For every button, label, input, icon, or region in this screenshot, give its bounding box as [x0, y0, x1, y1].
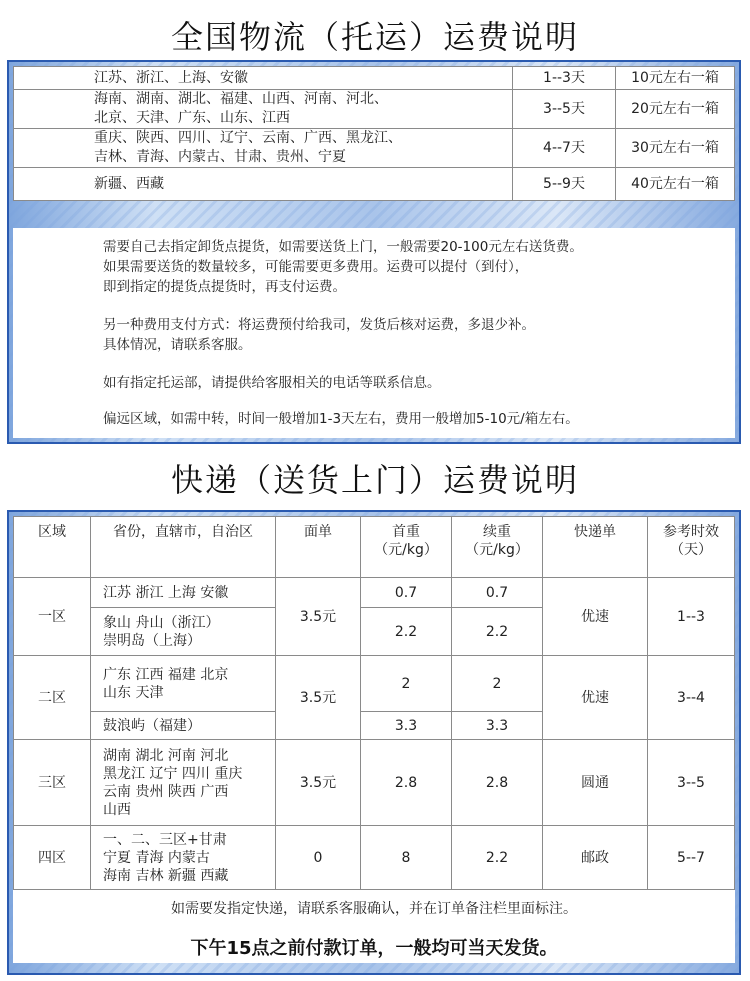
express-panel	[13, 516, 735, 963]
zone-provinces	[91, 578, 276, 608]
logistics-table	[13, 66, 735, 201]
zone-provinces	[91, 712, 276, 740]
zone-continued-weight: 0.7	[452, 578, 543, 608]
zone-area: 一区	[14, 578, 91, 656]
express-frame	[7, 510, 741, 975]
express-table	[13, 516, 735, 890]
zone-time: 3--4	[648, 656, 735, 740]
logistics-row	[14, 67, 735, 90]
province-line: 一、二、三区+甘肃	[103, 831, 227, 848]
logistics-regions	[14, 67, 513, 90]
region-line: 江苏、浙江、上海、安徽	[94, 69, 248, 86]
province-line: 山东 天津	[103, 684, 164, 701]
header-line: （元/kg）	[465, 542, 529, 558]
zone-express: 圆通	[543, 740, 648, 826]
province-line: 黑龙江 辽宁 四川 重庆	[103, 765, 243, 782]
note-text: 如有指定托运部，请提供给客服相关的电话等联系信息。	[103, 375, 441, 391]
logistics-price: 30元左右一箱	[616, 129, 735, 168]
zone-face: 3.5元	[276, 656, 361, 740]
zone-face: 3.5元	[276, 578, 361, 656]
zone-first-weight: 2.8	[361, 740, 452, 826]
province-line: 象山 舟山（浙江）	[103, 614, 220, 631]
note-text: 具体情况，请联系客服。	[103, 337, 252, 353]
note-text: 另一种费用支付方式：将运费预付给我司，发货后核对运费，多退少补。	[103, 317, 535, 333]
region-line: 海南、湖南、湖北、福建、山西、河南、河北、	[94, 91, 388, 107]
header-line: （天）	[670, 542, 712, 558]
header-express: 快递单	[543, 517, 648, 578]
zone-first-weight: 0.7	[361, 578, 452, 608]
logistics-frame	[7, 60, 741, 444]
header-time	[648, 517, 735, 578]
note-text: 偏远区域，如需中转，时间一般增加1-3天左右，费用一般增加5-10元/箱左右。	[103, 411, 579, 427]
table-row	[14, 740, 735, 826]
logistics-row	[14, 90, 735, 129]
logistics-price: 20元左右一箱	[616, 90, 735, 129]
logistics-title: 全国物流（托运）运费说明	[170, 18, 579, 56]
zone-first-weight: 2	[361, 656, 452, 712]
region-line: 吉林、青海、内蒙古、甘肃、贵州、宁夏	[94, 149, 346, 165]
zone-provinces	[91, 826, 276, 890]
zone-express: 优速	[543, 656, 648, 740]
zone-continued-weight: 3.3	[452, 712, 543, 740]
province-line: 山西	[103, 801, 131, 818]
province-line: 广东 江西 福建 北京	[103, 666, 229, 683]
region-line: 重庆、陕西、四川、辽宁、云南、广西、黑龙江、	[94, 130, 402, 146]
zone-provinces	[91, 608, 276, 656]
zone-continued-weight: 2.2	[452, 826, 543, 890]
express-title: 快递（送货上门）运费说明	[170, 461, 579, 499]
zone-area: 四区	[14, 826, 91, 890]
note-text: 需要自己去指定卸货点提货，如需要送货上门，一般需要20-100元左右送货费。	[103, 239, 583, 255]
zone-face: 0	[276, 826, 361, 890]
header-line: 续重	[483, 524, 511, 540]
header-first-weight	[361, 517, 452, 578]
province-line: 鼓浪屿（福建）	[103, 717, 201, 734]
header-province: 省份，直辖市，自治区	[91, 517, 276, 578]
province-line: 云南 贵州 陕西 广西	[103, 783, 229, 800]
zone-face: 3.5元	[276, 740, 361, 826]
zone-time: 3--5	[648, 740, 735, 826]
header-line: 参考时效	[663, 524, 719, 540]
logistics-days: 3--5天	[513, 90, 616, 129]
logistics-row	[14, 168, 735, 201]
zone-time: 5--7	[648, 826, 735, 890]
zone-provinces	[91, 656, 276, 712]
province-line: 江苏 浙江 上海 安徽	[103, 584, 229, 601]
logistics-regions	[14, 129, 513, 168]
note-text: 如果需要送货的数量较多，可能需要更多费用。运费可以提付（到付），	[103, 259, 529, 275]
zone-first-weight: 3.3	[361, 712, 452, 740]
zone-provinces	[91, 740, 276, 826]
header-area: 区域	[14, 517, 91, 578]
header-continued-weight	[452, 517, 543, 578]
header-face: 面单	[276, 517, 361, 578]
zone-continued-weight: 2.2	[452, 608, 543, 656]
header-line: 首重	[392, 524, 420, 540]
express-note: 如需要发指定快递，请联系客服确认，并在订单备注栏里面标注。	[171, 901, 577, 917]
logistics-regions	[14, 168, 513, 201]
zone-express: 邮政	[543, 826, 648, 890]
region-line: 新疆、西藏	[94, 175, 164, 192]
note-text: 即到指定的提货点提货时，再支付运费。	[103, 279, 346, 295]
zone-area: 二区	[14, 656, 91, 740]
logistics-price: 10元左右一箱	[616, 67, 735, 90]
province-line: 湖南 湖北 河南 河北	[103, 747, 229, 764]
zone-first-weight: 8	[361, 826, 452, 890]
table-row	[14, 656, 735, 712]
logistics-price: 40元左右一箱	[616, 168, 735, 201]
zone-area: 三区	[14, 740, 91, 826]
zone-continued-weight: 2.8	[452, 740, 543, 826]
header-line: （元/kg）	[374, 542, 438, 558]
zone-continued-weight: 2	[452, 656, 543, 712]
shipping-cutoff-note: 下午15点之前付款订单，一般均可当天发货。	[190, 938, 558, 959]
zone-time: 1--3	[648, 578, 735, 656]
table-row	[14, 826, 735, 890]
province-line: 海南 吉林 新疆 西藏	[103, 867, 229, 884]
logistics-regions	[14, 90, 513, 129]
region-line: 北京、天津、广东、山东、江西	[94, 110, 290, 126]
logistics-days: 4--7天	[513, 129, 616, 168]
logistics-days: 5--9天	[513, 168, 616, 201]
province-line: 宁夏 青海 内蒙古	[103, 849, 210, 866]
zone-first-weight: 2.2	[361, 608, 452, 656]
logistics-row	[14, 129, 735, 168]
express-header-row	[14, 517, 735, 578]
logistics-table-panel	[13, 66, 735, 201]
zone-express: 优速	[543, 578, 648, 656]
logistics-notes	[13, 228, 735, 438]
province-line: 崇明岛（上海）	[103, 632, 201, 649]
logistics-days: 1--3天	[513, 67, 616, 90]
table-row	[14, 578, 735, 608]
